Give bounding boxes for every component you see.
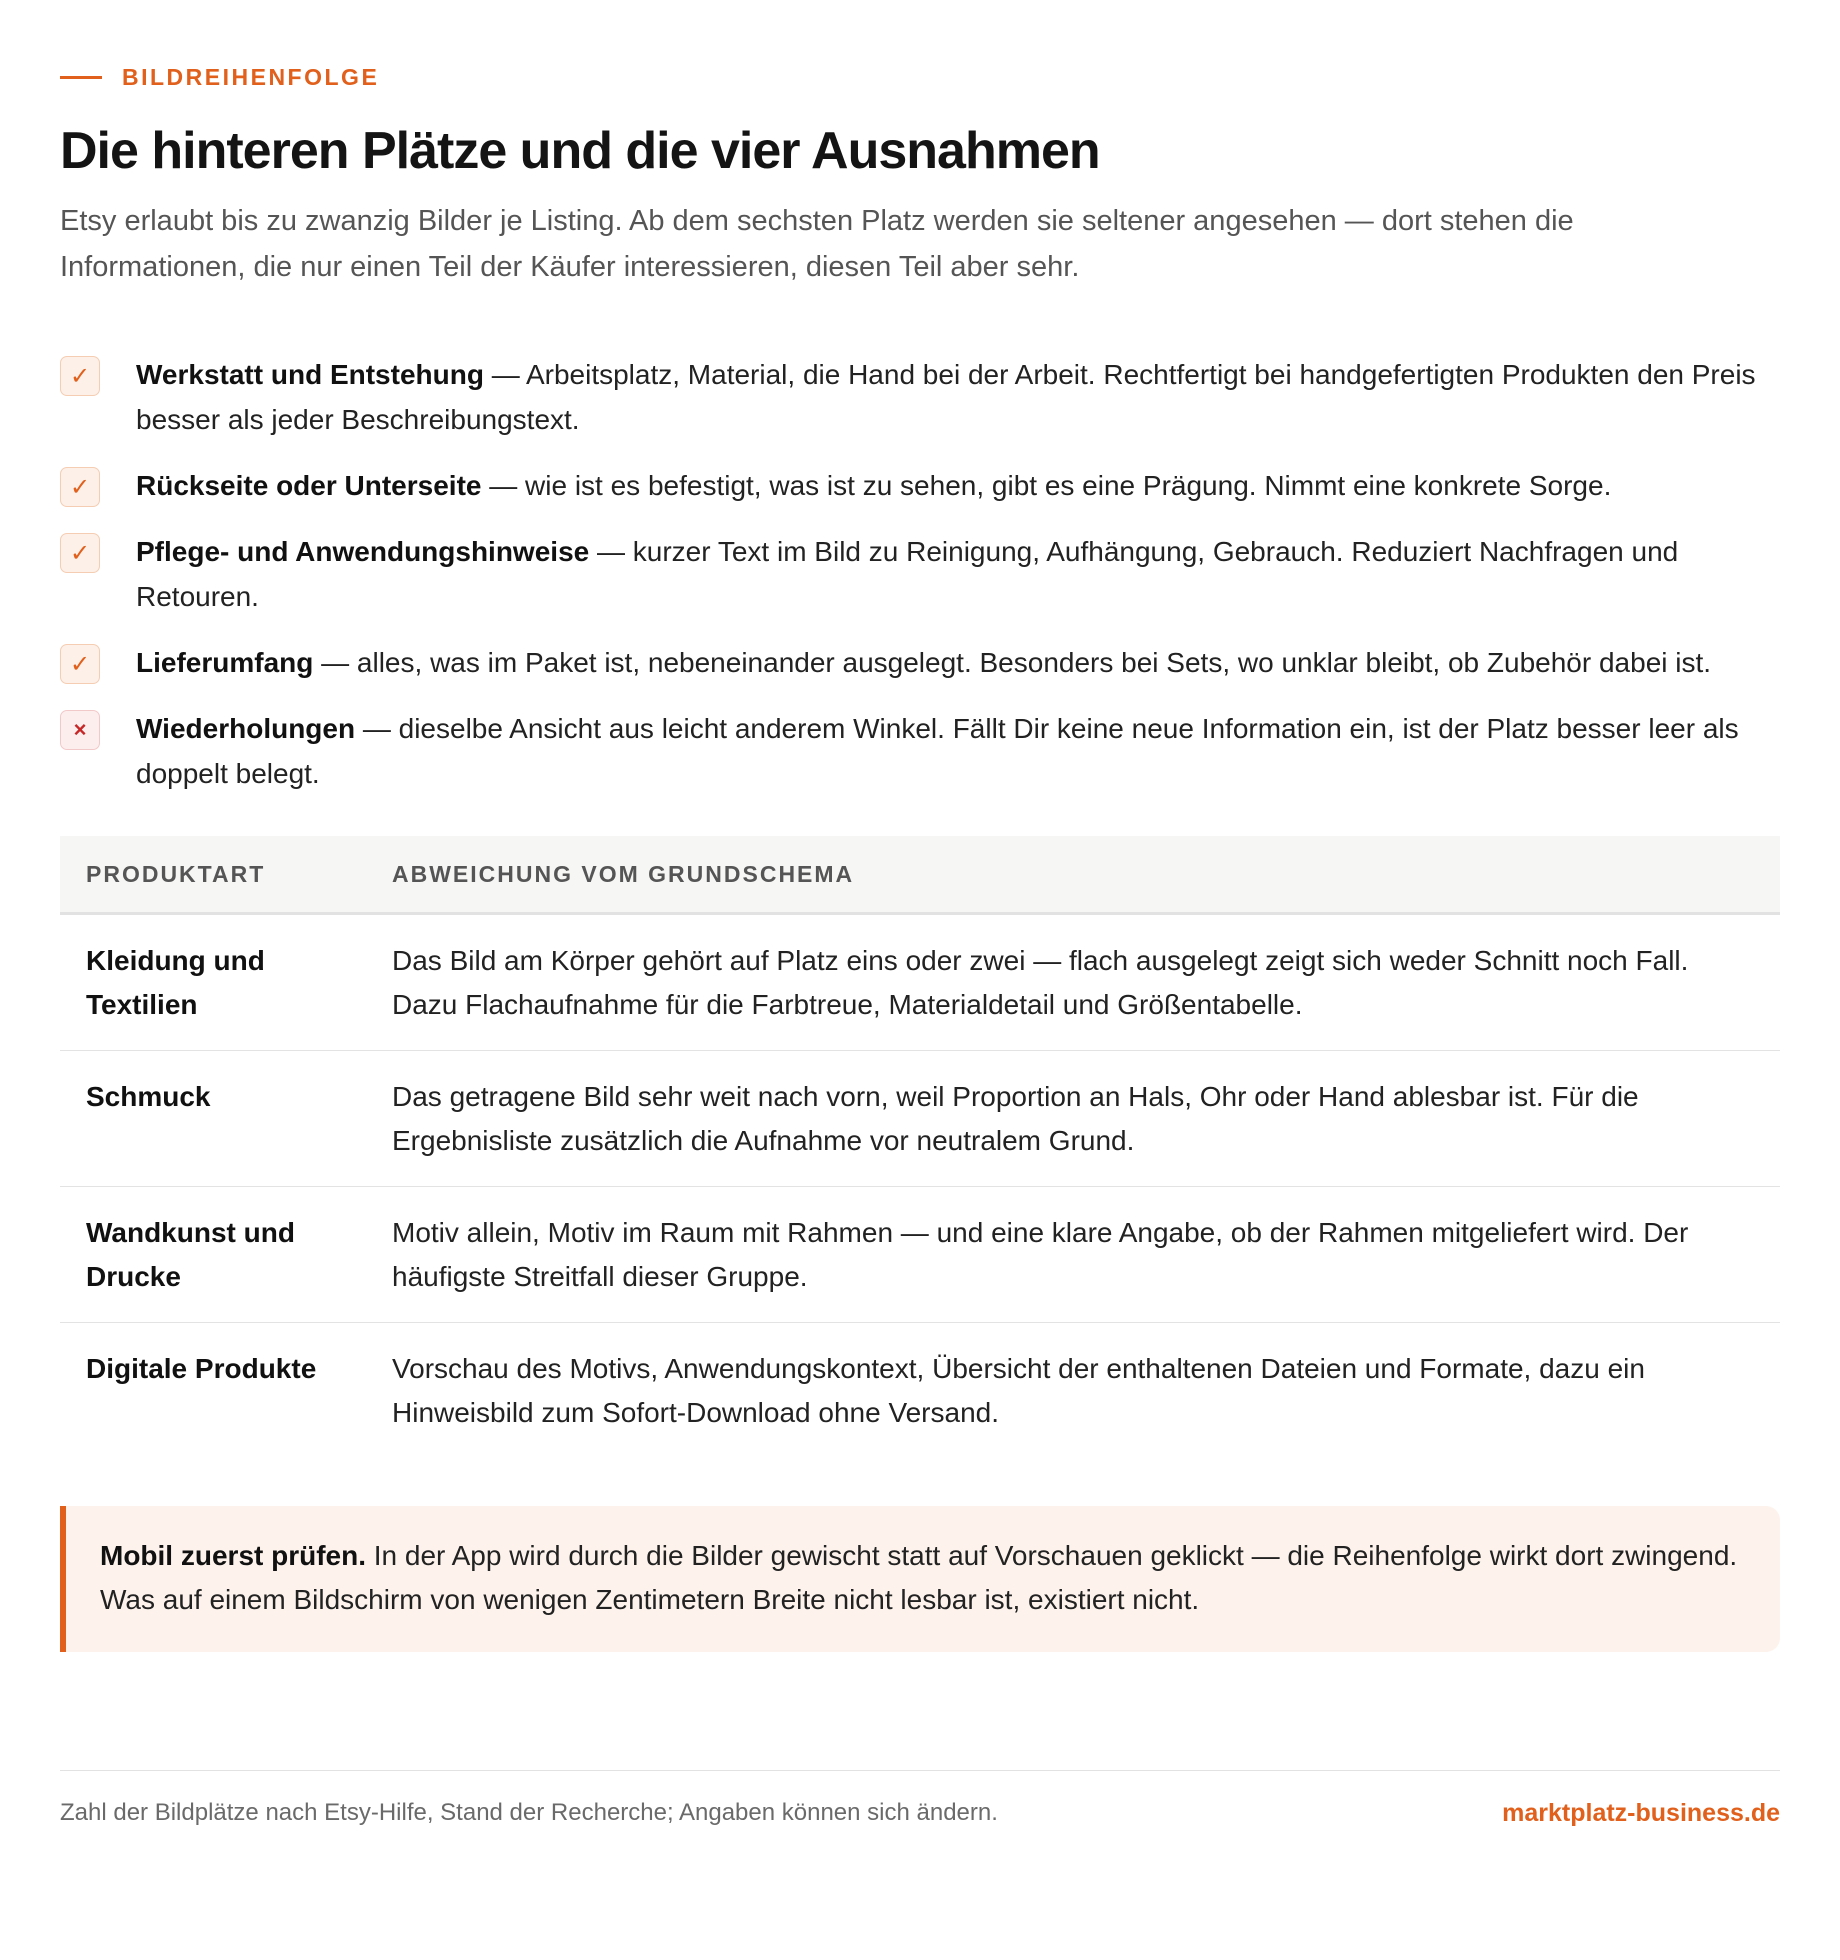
- list-item-text: [136, 706, 1780, 796]
- check-icon: ✓: [60, 644, 100, 684]
- list-item-description: — wie ist es befestigt, was ist zu sehen, gibt es eine Prägung. Nimmt eine konkrete Sorge.: [481, 470, 1612, 501]
- lead-paragraph: Etsy erlaubt bis zu zwanzig Bilder je Listing. Ab dem sechsten Platz werden sie seltener angesehen — dort stehen die Informationen, die nur einen Teil der Käufer interessieren, diesen Teil aber sehr.: [60, 205, 1574, 283]
- footer-brand-link[interactable]: marktplatz-business.de: [1502, 1799, 1780, 1827]
- table-header-row: [60, 836, 1780, 914]
- list-item-text: [136, 352, 1780, 442]
- page-title: Die hinteren Plätze und die vier Ausnahmen: [60, 122, 1100, 180]
- list-item-description: — alles, was im Paket ist, nebeneinander ausgelegt. Besonders bei Sets, wo unklar bleibt, ob Zubehör dabei ist.: [313, 647, 1712, 678]
- list-item-title: Pflege- und Anwendungshinweise: [136, 536, 590, 567]
- list-item-text: [136, 529, 1780, 619]
- eyebrow-rule: [60, 76, 102, 79]
- list-item-title: Lieferumfang: [136, 647, 314, 678]
- checklist: [60, 352, 1780, 796]
- callout-text: In der App wird durch die Bilder gewischt statt auf Vorschauen geklickt — die Reihenfolge wirkt dort zwingend. Was auf einem Bildschirm von wenigen Zentimetern Breite nicht lesbar ist, existiert nicht.: [100, 1540, 1738, 1615]
- table-cell-deviation: Motiv allein, Motiv im Raum mit Rahmen — und eine klare Angabe, ob der Rahmen mitgeliefert wird. Der häufigste Streitfall dieser Gruppe.: [366, 1187, 1780, 1323]
- column-header-product-type: PRODUKTART: [60, 836, 366, 914]
- column-header-deviation: ABWEICHUNG VOM GRUNDSCHEMA: [366, 836, 1780, 914]
- table-row: [60, 1323, 1780, 1459]
- list-item: [60, 352, 1780, 442]
- footer-note: Zahl der Bildplätze nach Etsy-Hilfe, Stand der Recherche; Angaben können sich ändern.: [60, 1799, 998, 1826]
- list-item: [60, 529, 1780, 619]
- table-cell-product-type: Schmuck: [60, 1051, 366, 1187]
- table-cell-product-type: Digitale Produkte: [86, 1353, 317, 1384]
- list-item: [60, 463, 1780, 508]
- table-row: [60, 1051, 1780, 1187]
- footer: [60, 1770, 1780, 1828]
- check-icon: ✓: [60, 533, 100, 573]
- list-item-title: Wiederholungen: [136, 713, 356, 744]
- list-item-text: [136, 463, 1780, 508]
- product-type-table: [60, 836, 1780, 1458]
- eyebrow: [60, 60, 1780, 94]
- table-cell-deviation: Das getragene Bild sehr weit nach vorn, weil Proportion an Hals, Ohr oder Hand ablesbar ist. Für die Ergebnisliste zusätzlich die Aufnahme vor neutralem Grund.: [366, 1051, 1780, 1187]
- check-icon: ✓: [60, 467, 100, 507]
- check-icon: ✓: [60, 356, 100, 396]
- mobile-tip-callout: [60, 1506, 1780, 1652]
- list-item-text: [136, 640, 1780, 685]
- eyebrow-label: BILDREIHENFOLGE: [122, 63, 380, 90]
- list-item-description: — dieselbe Ansicht aus leicht anderem Winkel. Fällt Dir keine neue Information ein, ist der Platz besser leer als doppelt belegt.: [136, 713, 1739, 789]
- list-item: [60, 640, 1780, 685]
- list-item: [60, 706, 1780, 796]
- table-row: [60, 914, 1780, 1051]
- list-item-description: — Arbeitsplatz, Material, die Hand bei der Arbeit. Rechtfertigt bei handgefertigten Produkten den Preis besser als jeder Beschreibungstext.: [136, 359, 1756, 435]
- cross-icon: ×: [60, 710, 100, 750]
- callout-title: Mobil zuerst prüfen.: [100, 1540, 366, 1571]
- list-item-title: Werkstatt und Entstehung: [136, 359, 484, 390]
- table-cell-product-type: Kleidung und Textilien: [60, 914, 366, 1051]
- table-row: [60, 1187, 1780, 1323]
- list-item-title: Rückseite oder Unterseite: [136, 470, 482, 501]
- table-cell-deviation: Das Bild am Körper gehört auf Platz eins oder zwei — flach ausgelegt zeigt sich weder Schnitt noch Fall. Dazu Flachaufnahme für die Farbtreue, Materialdetail und Größentabelle.: [366, 914, 1780, 1051]
- table-cell-product-type: Wandkunst und Drucke: [60, 1187, 366, 1323]
- table-cell-deviation: Vorschau des Motivs, Anwendungskontext, Übersicht der enthaltenen Dateien und Formate, dazu ein Hinweisbild zum Sofort-Download ohne Versand.: [392, 1353, 1645, 1428]
- list-item-description: — kurzer Text im Bild zu Reinigung, Aufhängung, Gebrauch. Reduziert Nachfragen und Retouren.: [136, 536, 1679, 612]
